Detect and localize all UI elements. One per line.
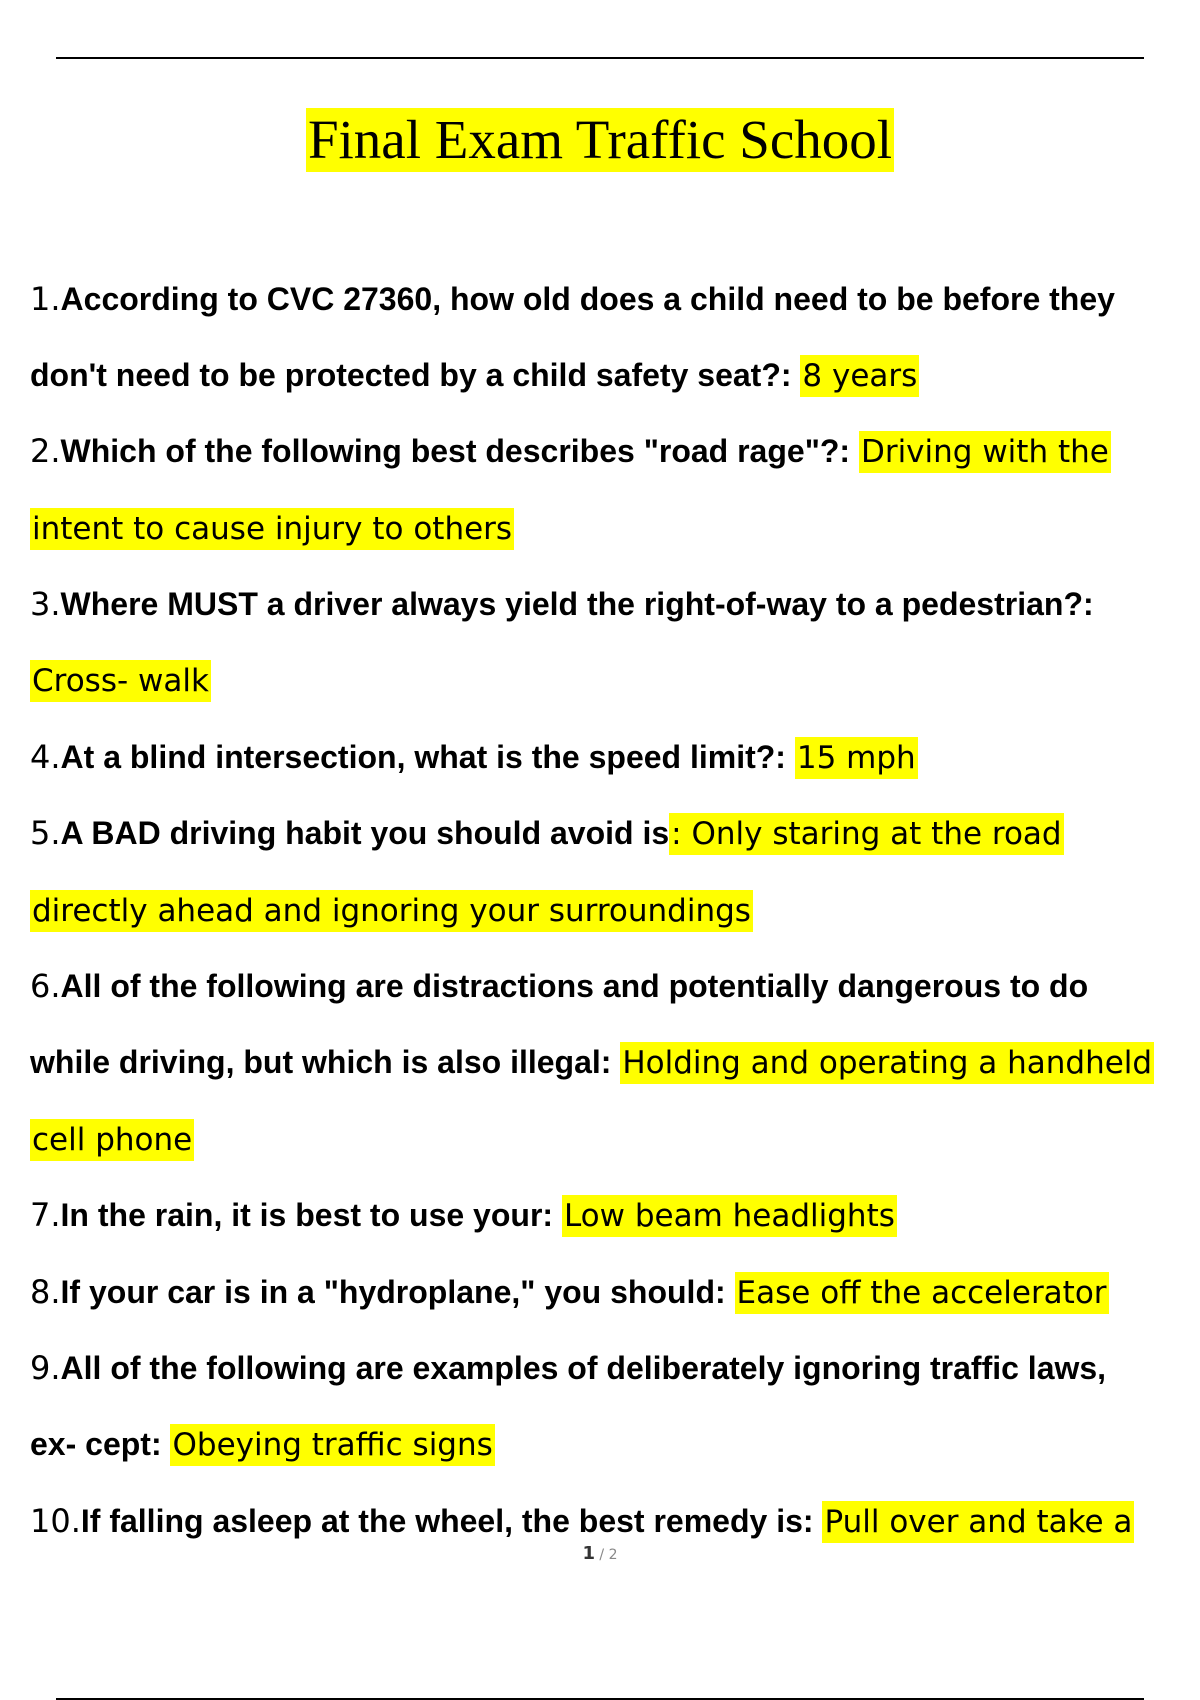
question-text: If falling asleep at the wheel, the best remedy is: — [80, 1502, 823, 1539]
highlighted-answer: cell phone — [30, 1119, 194, 1161]
question-text: Where MUST a driver always yield the right-of-way to a pedestrian?: — [60, 586, 1094, 623]
question-list — [30, 262, 1180, 1560]
question-number: 1. — [30, 280, 61, 318]
question-line — [30, 1407, 1180, 1484]
highlighted-answer: Holding and operating a handheld — [620, 1042, 1154, 1084]
question-text: All of the following are examples of deliberately ignoring traffic laws, — [60, 1350, 1107, 1387]
question-text: ex- cept: — [30, 1425, 171, 1462]
question-number: 9. — [30, 1349, 61, 1388]
question-number: 3. — [30, 585, 61, 624]
highlighted-answer: Low beam headlights — [562, 1195, 897, 1237]
highlighted-answer: Obeying traffic signs — [170, 1424, 494, 1466]
highlighted-answer: Pull over and take a — [822, 1501, 1134, 1543]
question-line — [30, 720, 1180, 797]
question-line — [30, 338, 1180, 415]
question-text: while driving, but which is also illegal: — [30, 1043, 621, 1080]
question-line — [30, 567, 1180, 643]
question-line — [30, 1178, 1180, 1255]
question-line — [30, 1255, 1180, 1332]
question-number: 10. — [30, 1501, 81, 1540]
highlighted-answer: 15 mph — [795, 737, 918, 779]
page-separator: / — [594, 1547, 609, 1563]
question-text: According to CVC 27360, how old does a child need to be before they — [60, 281, 1115, 317]
highlighted-answer: intent to cause injury to others — [30, 508, 514, 550]
question-line — [30, 873, 1180, 950]
highlighted-answer: 8 years — [800, 355, 919, 397]
question-text: At a blind intersection, what is the speed limit?: — [60, 738, 795, 775]
question-line — [30, 949, 1180, 1025]
question-line — [30, 1102, 1180, 1179]
document-title: Final Exam Traffic School — [307, 109, 893, 170]
highlighted-answer: directly ahead and ignoring your surroundings — [30, 890, 753, 932]
question-text: If your car is in a "hydroplane," you should: — [60, 1273, 735, 1310]
top-divider — [56, 57, 1144, 59]
page-indicator — [0, 1543, 1200, 1564]
highlighted-answer: Driving with the — [859, 431, 1111, 473]
question-number: 4. — [30, 737, 61, 776]
question-line — [30, 414, 1180, 491]
total-pages: 2 — [608, 1547, 618, 1563]
question-line — [30, 1025, 1180, 1102]
question-line — [30, 796, 1180, 873]
question-text: Which of the following best describes "road rage"?: — [60, 433, 859, 470]
highlighted-answer: Ease off the accelerator — [735, 1272, 1109, 1314]
highlighted-answer: : Only staring at the road — [669, 813, 1063, 855]
current-page: 1 — [582, 1543, 595, 1564]
question-text: A BAD driving habit you should avoid is — [60, 815, 670, 852]
question-text: All of the following are distractions and potentially dangerous to do — [60, 968, 1089, 1005]
question-number: 6. — [30, 967, 61, 1006]
question-number: 8. — [30, 1272, 61, 1311]
question-number: 7. — [30, 1196, 61, 1235]
question-line — [30, 262, 1180, 338]
question-text: In the rain, it is best to use your: — [60, 1197, 562, 1234]
question-line — [30, 643, 1180, 720]
question-number: 2. — [30, 432, 61, 471]
question-text: don't need to be protected by a child safety seat?: — [30, 356, 801, 393]
question-number: 5. — [30, 814, 61, 853]
question-line — [30, 491, 1180, 568]
highlighted-answer: Cross- walk — [30, 660, 211, 702]
title-container — [0, 108, 1200, 172]
question-line — [30, 1331, 1180, 1407]
